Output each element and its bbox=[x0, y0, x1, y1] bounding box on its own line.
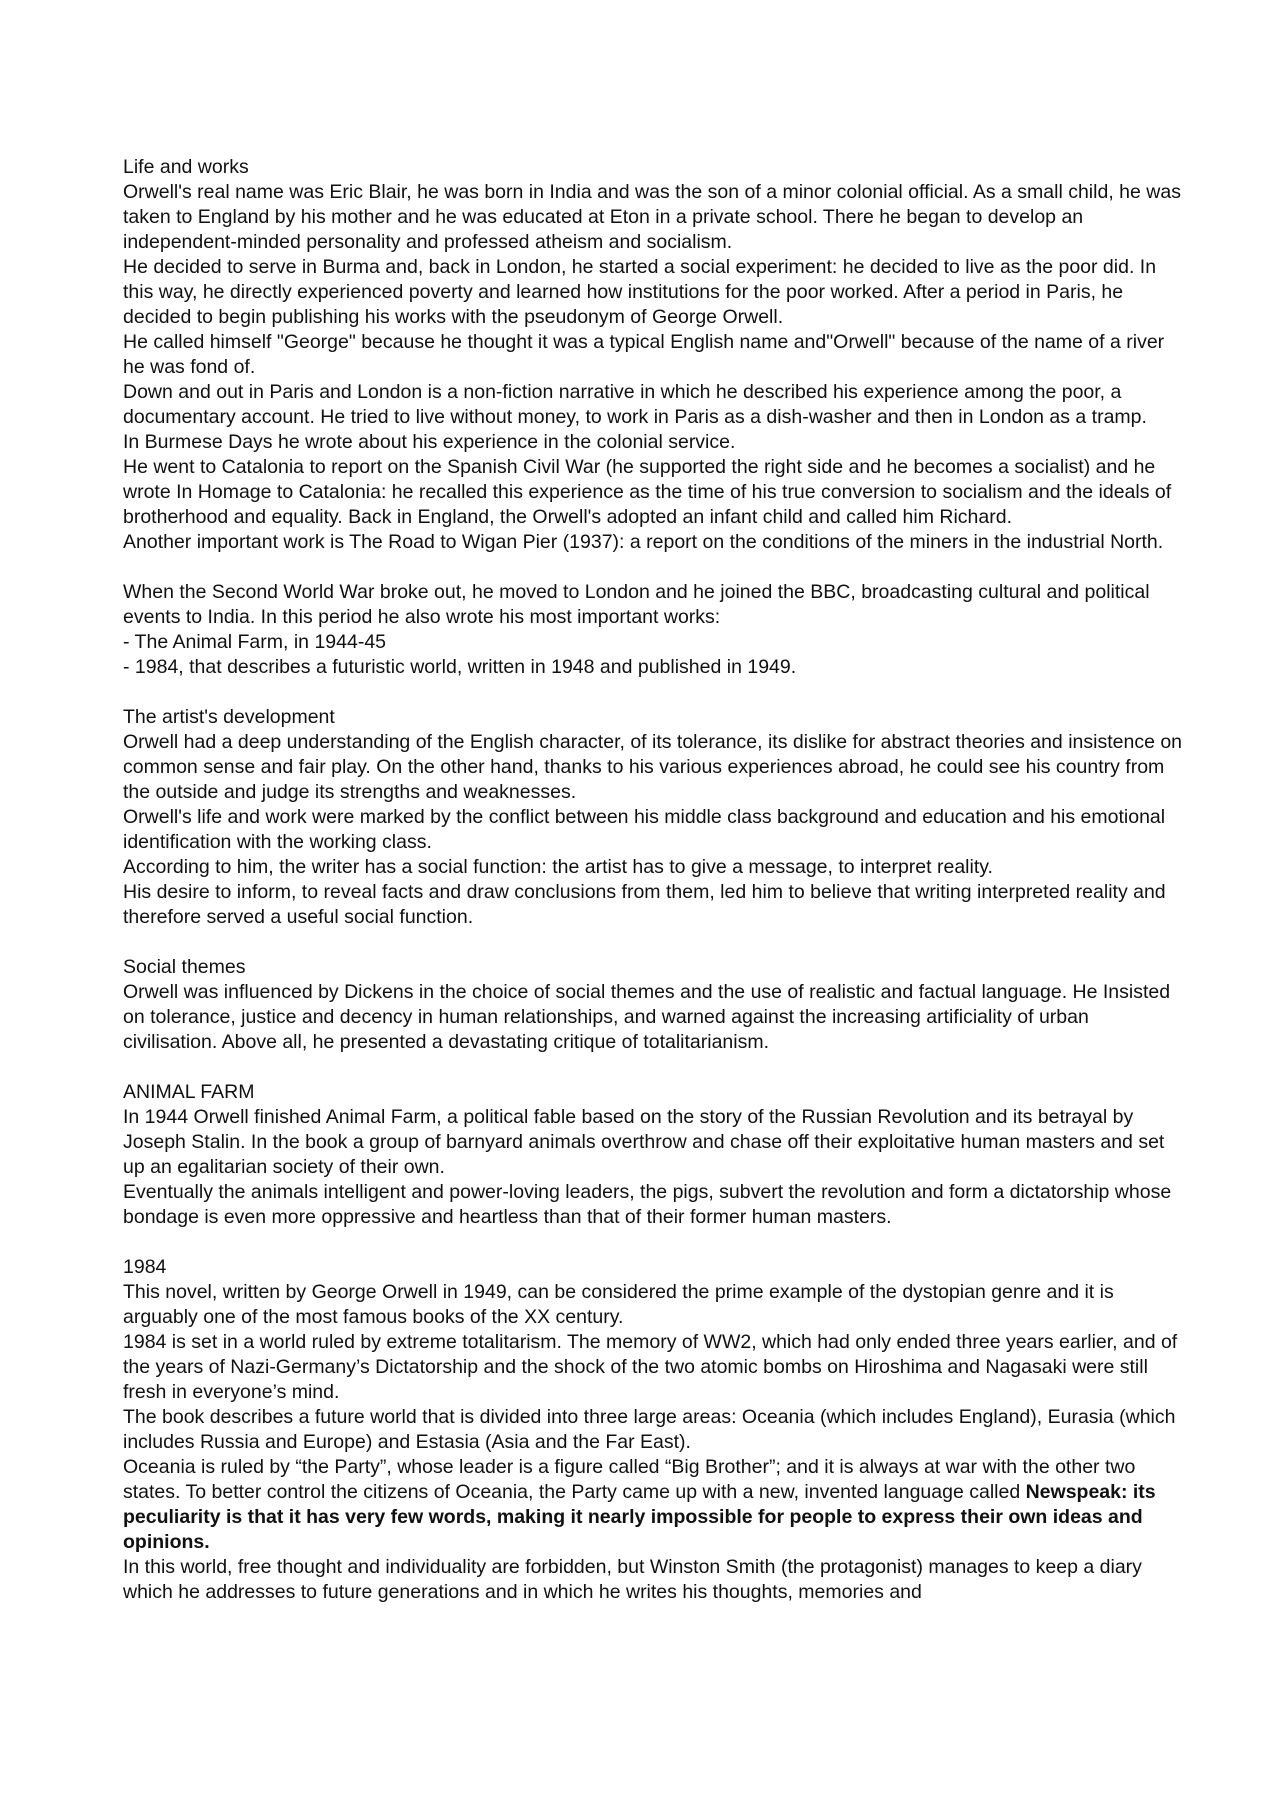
paragraph: Another important work is The Road to Wigan Pier (1937): a report on the conditions of the miners in the industrial North. bbox=[123, 531, 1164, 553]
paragraph: Orwell's life and work were marked by the conflict between his middle class background and education and his emotional identification with the working class. bbox=[123, 806, 1166, 853]
list-item: - 1984, that describes a futuristic world, written in 1948 and published in 1949. bbox=[123, 656, 797, 678]
section-heading-artists-development: The artist's development bbox=[123, 706, 335, 728]
paragraph: He called himself "George" because he thought it was a typical English name and"Orwell" because of the name of a river he was fond of. bbox=[123, 331, 1165, 378]
blank-line bbox=[123, 680, 1183, 705]
document-body bbox=[123, 155, 1183, 1605]
blank-line bbox=[123, 1230, 1183, 1255]
bold-text: Newspeak: its peculiarity is that it has very few words, making it nearly impossible for people to express their own ideas and opinions. bbox=[123, 1481, 1156, 1553]
blank-line bbox=[123, 930, 1183, 955]
paragraph: In Burmese Days he wrote about his experience in the colonial service. bbox=[123, 431, 736, 453]
section-heading-animal-farm: ANIMAL FARM bbox=[123, 1081, 255, 1103]
paragraph: 1984 is set in a world ruled by extreme totalitarism. The memory of WW2, which had only ended three years earlier, and of the years of Nazi-Germany’s Dictatorship and the shock of the two atomic bombs on Hiroshima and Nagasaki were still fresh in everyone’s mind. bbox=[123, 1331, 1178, 1403]
paragraph: This novel, written by George Orwell in 1949, can be considered the prime example of the dystopian genre and it is arguably one of the most famous books of the XX century. bbox=[123, 1281, 1114, 1328]
paragraph: In 1944 Orwell finished Animal Farm, a political fable based on the story of the Russian Revolution and its betrayal by Joseph Stalin. In the book a group of barnyard animals overthrow and chase off their exploitative human masters and set up an egalitarian society of their own. bbox=[123, 1106, 1165, 1178]
paragraph-text: Oceania is ruled by “the Party”, whose leader is a figure called “Big Brother”; and it is always at war with the other two states. To better control the citizens of Oceania, the Party came up with a new, invented language called bbox=[123, 1456, 1136, 1503]
section-heading-social-themes: Social themes bbox=[123, 956, 246, 978]
paragraph: He decided to serve in Burma and, back in London, he started a social experiment: he decided to live as the poor did. In this way, he directly experienced poverty and learned how institutions for the poor worked. After a period in Paris, he decided to begin publishing his works with the pseudonym of George Orwell. bbox=[123, 256, 1157, 328]
paragraph: Orwell had a deep understanding of the English character, of its tolerance, its dislike for abstract theories and insistence on common sense and fair play. On the other hand, thanks to his various experiences abroad, he could see his country from the outside and judge its strengths and weaknesses. bbox=[123, 731, 1183, 803]
section-heading-1984: 1984 bbox=[123, 1256, 167, 1278]
paragraph: He went to Catalonia to report on the Spanish Civil War (he supported the right side and he becomes a socialist) and he wrote In Homage to Catalonia: he recalled this experience as the time of his true conversion to socialism and the ideals of brotherhood and equality. Back in England, the Orwell's adopted an infant child and called him Richard. bbox=[123, 456, 1172, 528]
paragraph: Down and out in Paris and London is a non-fiction narrative in which he described his experience among the poor, a documentary account. He tried to live without money, to work in Paris as a dish-washer and then in London as a tramp. bbox=[123, 381, 1147, 428]
blank-line bbox=[123, 555, 1183, 580]
blank-line bbox=[123, 1055, 1183, 1080]
paragraph: Eventually the animals intelligent and power-loving leaders, the pigs, subvert the revolution and form a dictatorship whose bondage is even more oppressive and heartless than that of their former human masters. bbox=[123, 1181, 1172, 1228]
section-heading-life-and-works: Life and works bbox=[123, 156, 249, 178]
paragraph: Orwell was influenced by Dickens in the choice of social themes and the use of realistic and factual language. He Insisted on tolerance, justice and decency in human relationships, and warned against the increasing artificiality of urban civilisation. Above all, he presented a devastating critique of totalitarianism. bbox=[123, 981, 1171, 1053]
paragraph: When the Second World War broke out, he moved to London and he joined the BBC, broadcasting cultural and political events to India. In this period he also wrote his most important works: bbox=[123, 581, 1150, 628]
paragraph: Orwell's real name was Eric Blair, he was born in India and was the son of a minor colonial official. As a small child, he was taken to England by his mother and he was educated at Eton in a private school. There he began to develop an independent-minded personality and professed atheism and socialism. bbox=[123, 181, 1181, 253]
paragraph: His desire to inform, to reveal facts and draw conclusions from them, led him to believe that writing interpreted reality and therefore served a useful social function. bbox=[123, 881, 1166, 928]
paragraph: The book describes a future world that is divided into three large areas: Oceania (which includes England), Eurasia (which includes Russia and Europe) and Estasia (Asia and the Far East). bbox=[123, 1406, 1176, 1453]
paragraph: In this world, free thought and individuality are forbidden, but Winston Smith (the protagonist) manages to keep a diary which he addresses to future generations and in which he writes his thoughts, memories and bbox=[123, 1556, 1142, 1603]
paragraph bbox=[123, 1455, 1183, 1555]
list-item: - The Animal Farm, in 1944-45 bbox=[123, 631, 387, 653]
paragraph: According to him, the writer has a social function: the artist has to give a message, to interpret reality. bbox=[123, 856, 993, 878]
